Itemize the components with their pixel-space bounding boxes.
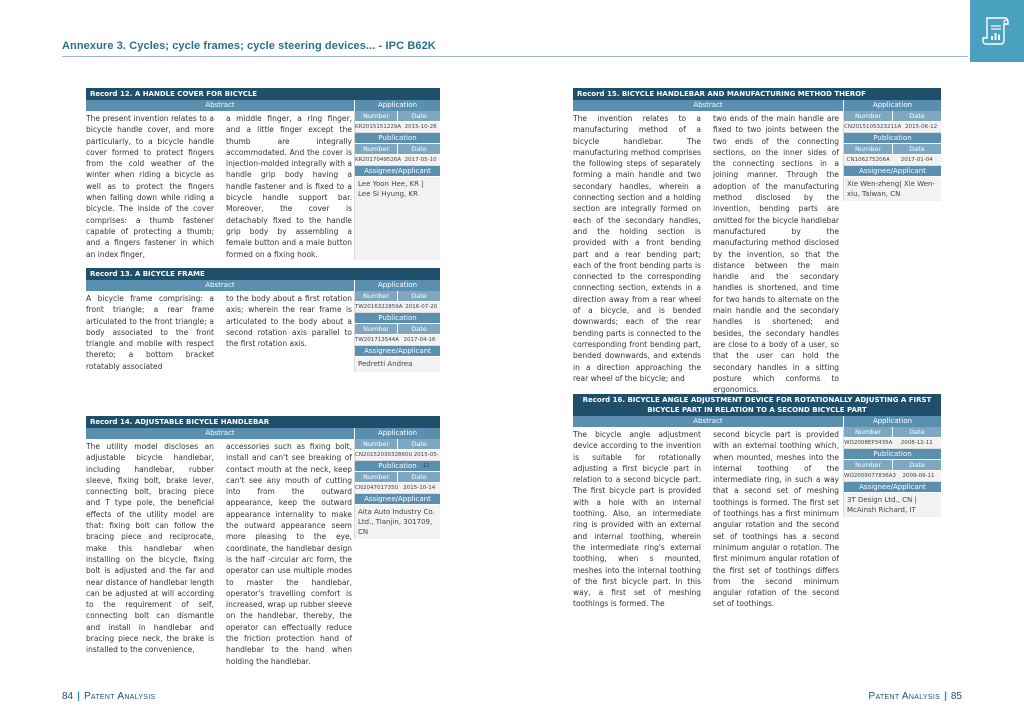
record-title: Record 12. A HANDLE COVER FOR BICYCLE (86, 88, 440, 100)
footer-separator: | (77, 691, 80, 702)
assignee-header: Assignee/Applicant (355, 346, 440, 357)
publication-date: 2017-01-04 (893, 155, 942, 166)
application-header: Application (843, 100, 941, 111)
application-panel (354, 111, 440, 260)
date-label: Date (892, 460, 941, 471)
number-label: Number (844, 427, 892, 438)
record-title: Record 14. ADJUSTABLE BICYCLE HANDLEBAR (86, 416, 440, 428)
abstract-text-col1: The present invention relates to a bicycle handle cover, and more particularly, to a bicycle handle cover formed to protect fingers from the cold weather of the winter when riding a bicycle as well as to protect the fingers when falling down while riding a bicycle. The inside of the cover comprises: a thumb fastener capable of protecting a thumb; and a fingers fastener in which an index finger, (86, 114, 214, 259)
abstract-text-col2: a middle finger, a ring finger, and a little finger except the thumb are integrally accommodated. And the cover is injection-molded integrally with a handle grip body having a handle fastener and is fixed to a bicycle handle support bar. Moreover, the cover is detachably fixed to the handle grip body by assembling a female button and a male button formed on a fixing hook. (226, 114, 352, 259)
record-title: Record 13. A BICYCLE FRAME (86, 268, 440, 280)
assignee-value: Lee Yoon Hee, KR | Lee Si Hyung, KR (358, 180, 424, 198)
abstract-header: Abstract (86, 280, 354, 291)
footer-left (62, 691, 155, 702)
publication-number: CN106275206A (844, 155, 893, 166)
abstract-header: Abstract (573, 416, 843, 427)
assignee-header: Assignee/Applicant (355, 494, 440, 505)
number-label: Number (355, 324, 397, 335)
footer-label-right: Patent Analysis (868, 691, 941, 702)
assignee-header: Assignee/Applicant (844, 482, 941, 493)
application-date: 2008-12-11 (893, 438, 942, 449)
record-14 (86, 416, 440, 667)
application-number: TW2016322859A (355, 302, 403, 313)
publication-header: Publication (844, 133, 941, 144)
record-12 (86, 88, 440, 260)
number-label: Number (355, 111, 397, 122)
date-label: Date (397, 291, 440, 302)
application-header: Application (354, 280, 440, 291)
date-label: Date (397, 472, 440, 483)
application-number: CN2015105323211A (844, 122, 901, 133)
application-number: CN2015203032860U (355, 450, 412, 461)
abstract-text-col1: The invention relates to a manufacturing method of a bicycle handlebar. The manufacturing method comprises the following steps of separately forming a main handle and two secondary handles, wherein a connecting section and a holding section are integrally formed on each of the secondary handles, and the holding section is provided with a front bending part and a rear bending part; each of the front bending parts is connected to the corresponding connecting section, extends in a direction away from a rear wheel of a bicycle, and is bended downwards; each of the rear bending parts is connected to the corresponding front bending part, bended downwards, and extends in a direction approaching the rear wheel of the bicycle; and (573, 114, 701, 383)
application-panel (843, 111, 941, 201)
publication-number: WO2009077836A3 (844, 471, 896, 482)
abstract-header: Abstract (573, 100, 843, 111)
abstract-text-col2: to the body about a first rotation axis; wherein the rear frame is articulated to the body about a second rotation axis parallel to the first rotation axis. (226, 294, 352, 349)
number-label: Number (355, 472, 397, 483)
assignee-value: Pedretti Andrea (358, 360, 413, 368)
abstract-text-col1: The utility model discloses an adjustable bicycle handlebar, including handlebar, rubber sleeve, fixing bolt, brake lever, connecting bolt, bracing piece and T type pole, the beneficial effects of the utility model are that: fixing bolt can follow the bracing piece and reciprocate, make this handlebar when installing on the bicycle, fixing bolt is adjusted and the far and near distance of handlebar length can be adjusted at will according to the requirement of self, connecting bolt can dismantle and install in handlebar and bracing piece neck, the brake is installed to the convenience, (86, 442, 214, 655)
record-title: Record 15. BICYCLE HANDLEBAR AND MANUFACTURING METHOD THEROF (573, 88, 941, 100)
publication-header: Publication (355, 313, 440, 324)
abstract-text-col2: two ends of the main handle are fixed to two joints between the two ends of the connecting sections, on the inner sides of the connecting sections in a joining manner. Through the adoption of the manufacturing method disclosed by the invention, bending parts are omitted for the bicycle handlebar manufactured by the manufacturing method disclosed by the invention, so that the distance between the main handle and the secondary handles is shortened, and time for two hands to alternate on the main handle and the secondary handles is shortened; and besides, the secondary handles are close to a body of a user, so that the user can hold the secondary handles in a sitting posture which conforms to ergonomics. (713, 114, 839, 395)
publication-date: 2009-09-11 (896, 471, 941, 482)
number-label: Number (355, 439, 397, 450)
date-label: Date (892, 111, 941, 122)
page-number-left: 84 (62, 691, 74, 702)
assignee-value: Xie Wen-zheng| Xie Wen-xiu, Taiwan, CN (847, 180, 935, 198)
publication-date: 2015-10-14 (398, 483, 440, 494)
number-label: Number (355, 291, 397, 302)
footer-label-left: Patent Analysis (83, 691, 156, 702)
abstract-header: Abstract (86, 428, 354, 439)
page-title: Annexure 3. Cycles; cycle frames; cycle steering devices... - IPC B62K (62, 40, 436, 52)
publication-date: 2017-04-16 (399, 335, 440, 346)
application-date: 2015-06-12 (901, 122, 941, 133)
abstract-text-col2: accessories such as fixing bolt, install and can't see breaking of contact mouth at the neck, keep can't see any mouth of cutting into from the outward appearance, keep the outward appearance internality to make the outward appearance seem more pleasing to the eye, coordinate, the handlebar design is the half -circular arc form, the operator can use multiple modes to master the handlebar, operator's travelling comfort is increased, wrap up rubber sleeve on the handlebar, thereby, the operator can effectually reduce the friction protection hand of handlebar to the hand when holding the handlebar. (226, 442, 352, 666)
publication-number: CN204701735U (355, 483, 398, 494)
application-date: 2016-07-20 (403, 302, 440, 313)
publication-number: KR2017049526A (355, 155, 401, 166)
application-panel (843, 427, 941, 517)
abstract-text-col1: A bicycle frame comprising: a front triangle; a rear frame articulated to the front triangle; a body associated to the front triangle and mobile with respect thereto; a bottom bracket rotatably associated (86, 294, 214, 371)
date-label: Date (892, 144, 941, 155)
application-header: Application (354, 428, 440, 439)
publication-header: Publication (844, 449, 941, 460)
record-title: Record 16. BICYCLE ANGLE ADJUSTMENT DEVICE FOR ROTATIONALLY ADJUSTING A FIRST BICYCLE PART IN RELATION TO A SECOND BICYCLE PART (573, 394, 941, 416)
number-label: Number (355, 144, 397, 155)
date-label: Date (397, 439, 440, 450)
assignee-value: 3T Design Ltd., CN | McAinsh Richard, IT (847, 496, 917, 514)
record-16 (573, 394, 941, 610)
application-panel (354, 439, 440, 539)
record-15 (573, 88, 941, 395)
date-label: Date (397, 144, 440, 155)
header-icon-box (970, 0, 1024, 62)
date-label: Date (397, 324, 440, 335)
assignee-header: Assignee/Applicant (355, 166, 440, 177)
footer-right (869, 691, 962, 702)
date-label: Date (397, 111, 440, 122)
application-number: WO2008EP3435A (844, 438, 893, 449)
publication-header: Publication (355, 461, 440, 472)
number-label: Number (844, 111, 892, 122)
application-header: Application (354, 100, 440, 111)
abstract-header: Abstract (86, 100, 354, 111)
footer-separator: | (944, 691, 947, 702)
date-label: Date (892, 427, 941, 438)
abstract-text-col2: second bicycle part is provided with an external toothing which, when mounted, meshes into the internal toothing of the intermediate ring, in such a way that a second set of meshing toothings is formed. The first set of toothings has a first minimum angular rotation and the second set of toothings has a second minimum angular o rotation. The first minimum angular rotation of the first set of toothings differs from the second minimum angular rotation of the second set of toothings. (713, 430, 839, 609)
record-13 (86, 268, 440, 372)
publication-date: 2017-05-10 (401, 155, 440, 166)
document-chart-icon (980, 14, 1014, 48)
assignee-header: Assignee/Applicant (844, 166, 941, 177)
publication-header: Publication (355, 133, 440, 144)
application-date: 2015-05-12 (413, 452, 439, 469)
application-date: 2015-10-28 (401, 122, 440, 133)
application-panel (354, 291, 440, 372)
number-label: Number (844, 460, 892, 471)
publication-number: TW201713544A (355, 335, 399, 346)
page-number-right: 85 (950, 691, 962, 702)
header-divider (62, 56, 968, 57)
application-number: KR2015151229A (355, 122, 401, 133)
application-header: Application (843, 416, 941, 427)
assignee-value: Aita Auto Industry Co. Ltd., Tianjin, 301709, CN (358, 508, 435, 536)
number-label: Number (844, 144, 892, 155)
abstract-text-col1: The bicycle angle adjustment device according to the invention is suitable for rotationally adjusting a first bicycle part in relation to a second bicycle part. The first bicycle part is provided with a hole with an internal toothing. Also, an intermediate ring is provided with an external and internal toothing, wherein the intermediate ring's external toothing, when s mounted, meshes into the internal toothing of the first bicycle part. In this way, a first set of meshing toothings is formed. The (573, 430, 701, 609)
